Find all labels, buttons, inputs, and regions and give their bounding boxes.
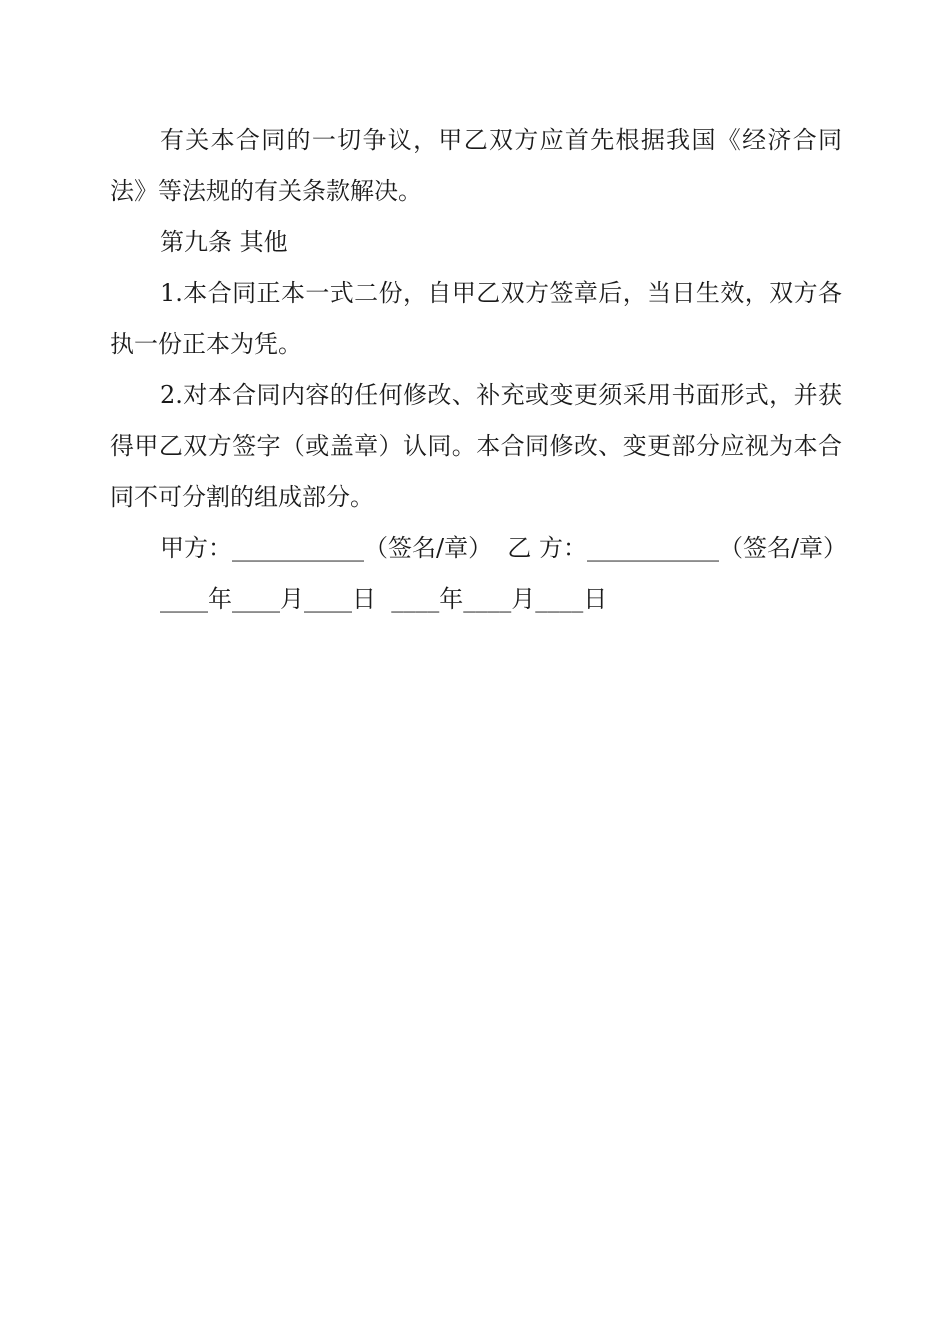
dispute-clause-paragraph: 有关本合同的一切争议，甲乙双方应首先根据我国《经济合同法》等法规的有关条款解决。: [110, 126, 842, 205]
clause-1-paragraph: 1.本合同正本一式二份，自甲乙双方签章后，当日生效，双方各执一份正本为凭。: [110, 279, 842, 358]
document-page: [110, 115, 848, 625]
signature-line: 甲方：___________（签名/章） 乙 方：___________（签名/章）: [160, 534, 848, 562]
date-line: ____年____月____日 ____年____月____日: [160, 585, 608, 613]
clause-2-paragraph: 2.对本合同内容的任何修改、补充或变更须采用书面形式，并获得甲乙双方签字（或盖章）认同。本合同修改、变更部分应视为本合同不可分割的组成部分。: [110, 381, 842, 511]
article-nine-heading: 第九条 其他: [160, 228, 288, 256]
